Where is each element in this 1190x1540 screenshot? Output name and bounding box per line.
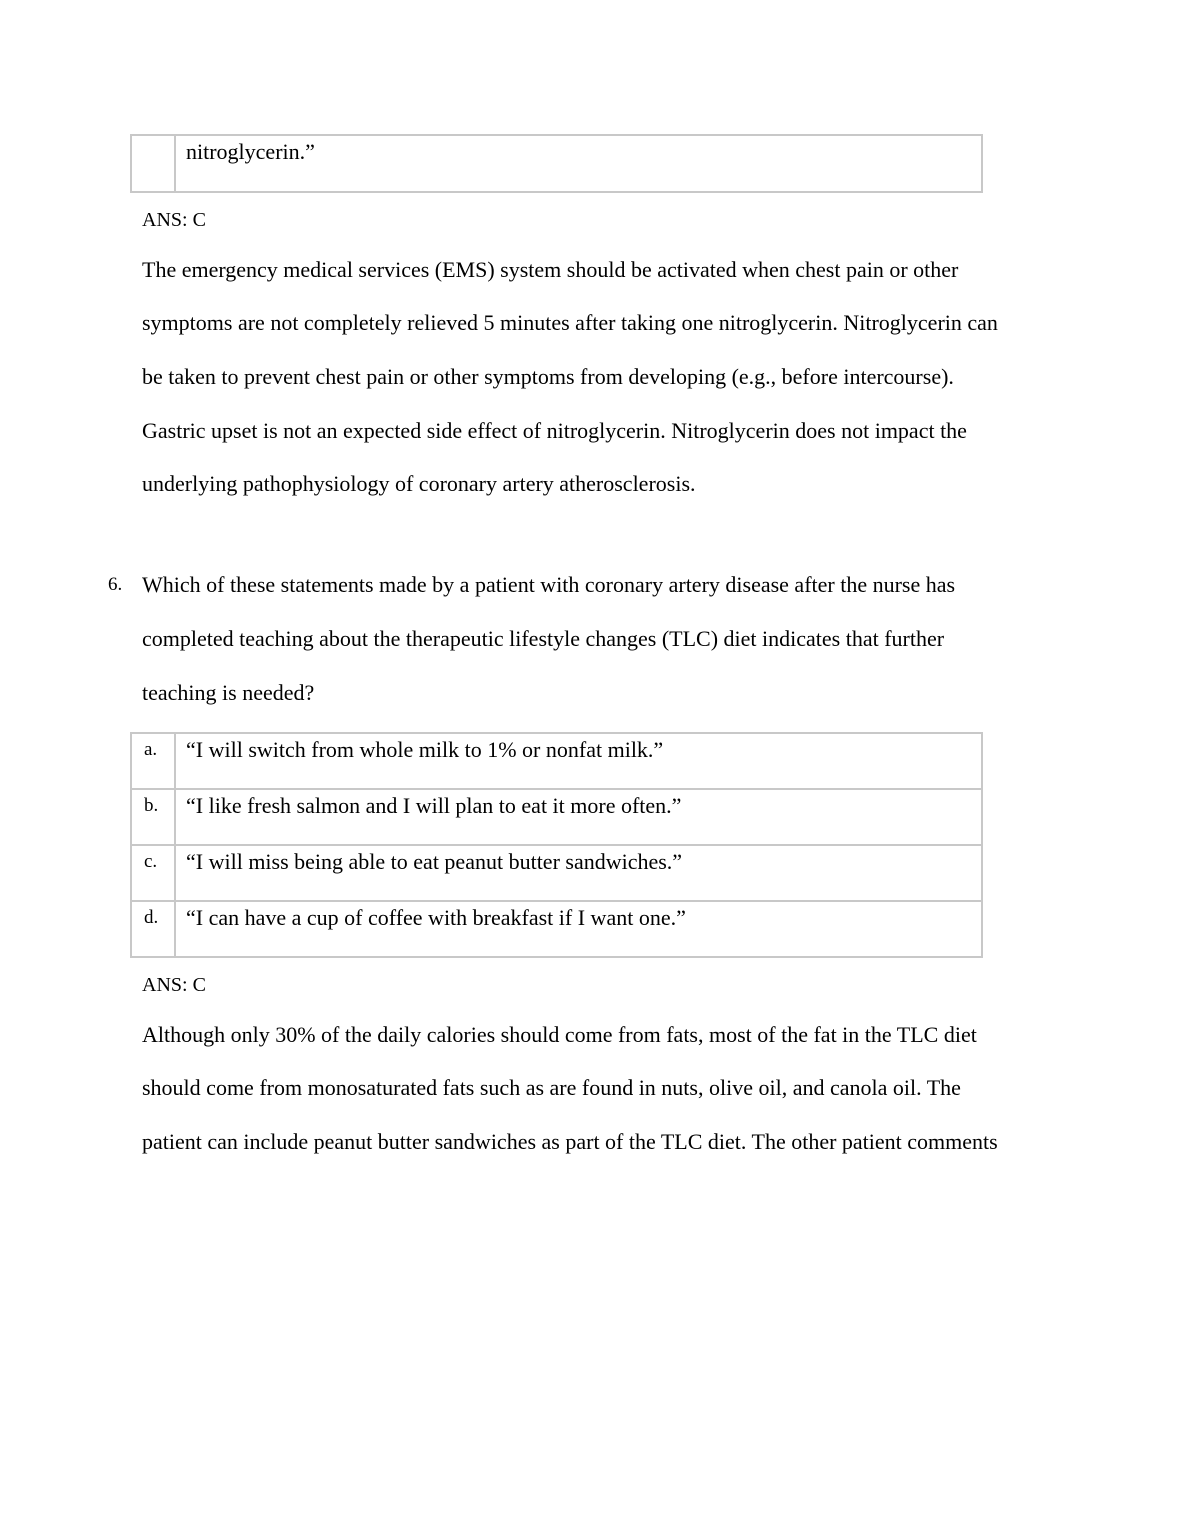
option-text: “I will switch from whole milk to 1% or nonfat milk.” (175, 733, 982, 789)
question-number: 6. (108, 574, 123, 595)
prev-options-table (130, 134, 983, 193)
question-stem-line: teaching is needed? (142, 680, 315, 705)
option-letter: a. (131, 733, 175, 789)
rationale-line: be taken to prevent chest pain or other symptoms from developing (e.g., before intercourse). (142, 364, 954, 389)
rationale-line: patient can include peanut butter sandwiches as part of the TLC diet. The other patient comments (142, 1129, 998, 1154)
question-stem-line: completed teaching about the therapeutic lifestyle changes (TLC) diet indicates that further (142, 626, 945, 651)
option-row-c (131, 845, 982, 901)
rationale-line: The emergency medical services (EMS) system should be activated when chest pain or other (142, 257, 959, 282)
option-row-d (131, 901, 982, 957)
option-text: “I like fresh salmon and I will plan to eat it more often.” (175, 789, 982, 845)
option-row-a (131, 733, 982, 789)
rationale-line: Gastric upset is not an expected side effect of nitroglycerin. Nitroglycerin does not impact the (142, 418, 967, 443)
option-row (131, 135, 982, 192)
rationale-line: Although only 30% of the daily calories should come from fats, most of the fat in the TLC diet (142, 1022, 977, 1047)
option-letter (131, 135, 175, 192)
answer-label: ANS: C (142, 209, 206, 231)
answer-label: ANS: C (142, 974, 206, 996)
option-row-b (131, 789, 982, 845)
option-text: “I can have a cup of coffee with breakfast if I want one.” (175, 901, 982, 957)
option-letter: d. (131, 901, 175, 957)
rationale-line: symptoms are not completely relieved 5 minutes after taking one nitroglycerin. Nitroglycerin can (142, 310, 998, 335)
rationale-line: underlying pathophysiology of coronary artery atherosclerosis. (142, 471, 696, 496)
option-letter: b. (131, 789, 175, 845)
option-text: “I will miss being able to eat peanut butter sandwiches.” (175, 845, 982, 901)
option-letter: c. (131, 845, 175, 901)
options-table (130, 732, 983, 958)
rationale-line: should come from monosaturated fats such as are found in nuts, olive oil, and canola oil. The (142, 1075, 961, 1100)
option-text: nitroglycerin.” (175, 135, 982, 192)
question-stem-line: Which of these statements made by a patient with coronary artery disease after the nurse has (142, 572, 956, 597)
